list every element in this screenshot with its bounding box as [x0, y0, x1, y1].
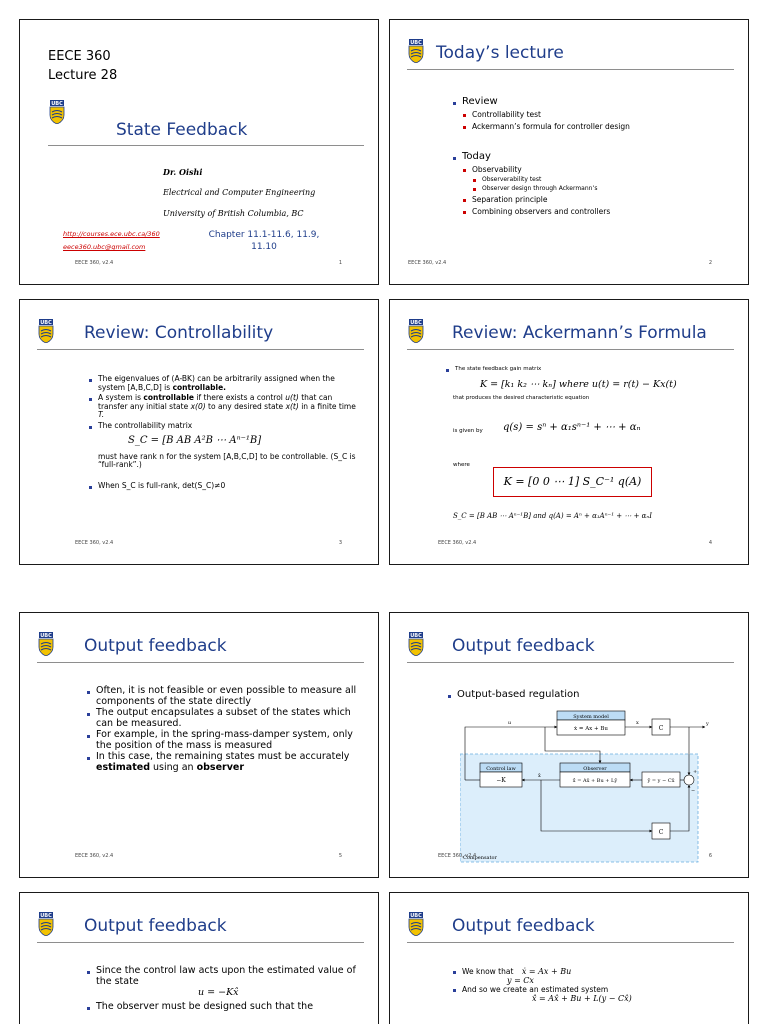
controllability-equation: S_C = [B AB A²B ⋯ Aⁿ⁻¹B]	[128, 435, 262, 446]
title-divider	[37, 349, 364, 350]
gain-label: −K	[496, 777, 506, 784]
bullets	[88, 375, 358, 490]
c-label-top: C	[658, 725, 664, 732]
page-number: 3	[338, 540, 342, 546]
bullet-text: For example, in the spring-mass-damper system, only the position of the mass is measured	[96, 729, 353, 751]
ubc-logo-icon	[407, 319, 425, 343]
control-law-equation: u = −Kx̂	[198, 987, 239, 998]
bullet-5	[88, 482, 358, 491]
author: Dr. Oishi	[163, 167, 203, 177]
ubc-logo-icon	[407, 912, 425, 936]
bullet-2	[88, 394, 358, 420]
bullet-r2	[462, 122, 742, 131]
bullet-t1	[462, 165, 742, 174]
bullet-2	[86, 1002, 361, 1013]
bullet-text: Ackermann’s formula for controller design	[472, 122, 630, 131]
ubc-logo-icon	[407, 39, 425, 63]
bullet-text: Combining observers and controllers	[472, 207, 611, 216]
bullet-text: The state feedback gain matrix	[455, 366, 542, 372]
footer: EECE 360, v2.4	[75, 260, 114, 266]
email-link[interactable]: eece360.ubc@gmail.com	[63, 243, 146, 251]
ubc-logo-icon	[37, 912, 55, 936]
bullet-2	[86, 708, 361, 729]
bullet-text: Since the control law acts upon the estimated value of the state	[96, 965, 356, 987]
bullet-4	[86, 752, 361, 773]
page-number: 1	[338, 260, 342, 266]
bullet-text: to any desired state	[208, 401, 284, 411]
bullet-t3	[462, 207, 742, 216]
bullet-text: Observerability test	[482, 176, 542, 183]
department: Electrical and Computer Engineering	[163, 188, 316, 197]
error-equation: ỹ = y − Cx̂	[647, 778, 675, 784]
bullets	[452, 967, 732, 1003]
gain-equation: K = [k₁ k₂ ⋯ kₙ] where u(t) = r(t) − Kx(t)	[480, 379, 677, 390]
bullet-text: Controllability test	[472, 110, 541, 119]
page-number: 2	[708, 260, 712, 266]
slide-3	[19, 299, 379, 565]
slide-6	[389, 612, 749, 878]
bullet-1	[86, 686, 361, 707]
bullet-text: that can transfer any initial state	[98, 393, 333, 411]
bullet-text: Observability	[472, 165, 522, 174]
bullet-text: In this case, the remaining states must be accurately	[96, 751, 350, 762]
plus-sign: +	[693, 769, 698, 775]
bullet-1	[88, 375, 358, 392]
footer: EECE 360, v2.4	[75, 540, 114, 546]
bullet-text: The observer must be designed such that the	[96, 1000, 314, 1012]
bullet-3	[88, 422, 358, 431]
u-label: u	[508, 720, 512, 726]
bullet-text: And so we create an estimated system	[462, 985, 609, 994]
y-label: y	[706, 721, 709, 727]
bullet-text: Output-based regulation	[457, 689, 580, 700]
bullet-3	[86, 730, 361, 751]
course-code: EECE 360	[48, 49, 111, 64]
title-divider	[407, 349, 734, 350]
given-by: is given by	[453, 428, 483, 434]
bullet-text: using an	[153, 761, 194, 773]
slide-title: Review: Controllability	[84, 323, 274, 343]
italic-term: u(t)	[285, 393, 299, 402]
bullet-text: Separation principle	[472, 195, 548, 204]
sc-definition: S_C = [B AB ⋯ Aⁿ⁻¹B] and q(A) = Aⁿ + α₁Aⁿ⁻¹ + ⋯ + αₙI	[453, 512, 653, 520]
bullet-text: Often, it is not feasible or even possible to measure all components of the state directly	[96, 685, 357, 707]
title-divider	[48, 145, 364, 146]
compensator-label: Compensator	[463, 855, 497, 861]
where-text: where	[453, 462, 470, 468]
system-equation: ẋ = Ax + Bu	[574, 726, 608, 732]
bullet-t1a	[472, 176, 742, 183]
footer: EECE 360, v2.4	[75, 853, 114, 859]
x-label: x	[636, 720, 639, 726]
gain-matrix-bullet	[445, 366, 541, 372]
bullet-text: if there exists a control	[196, 393, 283, 402]
bullet-1	[447, 689, 580, 700]
footer: EECE 360, v2.4	[438, 853, 477, 859]
slide-5	[19, 612, 379, 878]
control-law-label: Control law	[486, 766, 516, 772]
slide-8	[389, 892, 749, 1024]
course-link[interactable]: http://courses.ece.ubc.ca/360	[63, 230, 160, 238]
title-divider	[37, 662, 364, 663]
xhat-label: x̂	[538, 773, 541, 779]
bullet-text: Observer design through Ackermann’s	[482, 185, 598, 192]
bullet-today	[452, 151, 742, 162]
char-poly-equation: q(s) = sⁿ + α₁sⁿ⁻¹ + ⋯ + αₙ	[503, 422, 641, 433]
minus-sign: −	[691, 788, 696, 794]
slide-title: State Feedback	[116, 120, 248, 140]
bullet-text: in a finite time	[301, 401, 356, 411]
observer-equation: x̂̇ = Ax̂ + Bu + L(y − Cx̂)	[532, 994, 632, 1003]
agenda	[452, 96, 742, 216]
ubc-logo-icon	[407, 632, 425, 656]
university: University of British Columbia, BC	[163, 209, 304, 218]
char-eq-text: that produces the desired characteristic equation	[453, 395, 590, 401]
footer: EECE 360, v2.4	[408, 260, 447, 266]
bold-term: estimated	[96, 761, 150, 773]
bullet-text: The output encapsulates a subset of the states which can be measured.	[96, 707, 351, 729]
system-model-label: System model	[573, 714, 609, 720]
bullet-text: A system is	[98, 393, 142, 402]
italic-term: x(0)	[190, 401, 206, 411]
observer-label: Observer	[583, 766, 607, 772]
bullet-r1	[462, 110, 742, 119]
bullet-1	[452, 967, 732, 976]
bullet-text: When S_C is full-rank, det(S_C)≠0	[98, 480, 226, 490]
italic-term: x(t)	[285, 401, 299, 411]
slide-title: Output feedback	[452, 916, 595, 936]
rank-note: must have rank n for the system [A,B,C,D] to be controllable. (S_C is “full-rank”.)	[98, 451, 356, 469]
slide-title: Output feedback	[84, 916, 227, 936]
state-equation: ẋ = Ax + Bu	[521, 967, 572, 976]
bullet-1	[86, 966, 361, 987]
ubc-logo-icon	[37, 319, 55, 343]
title-divider	[407, 69, 734, 70]
title-divider	[407, 942, 734, 943]
bullet-text: The eigenvalues of (A-BK) can be arbitrarily assigned when the system [A,B,C,D] is	[98, 374, 335, 392]
bullet-text: Today	[462, 151, 491, 162]
bullets	[86, 966, 361, 1012]
slide-1	[19, 19, 379, 285]
ubc-logo-icon	[37, 632, 55, 656]
ackermann-formula-box: K = [0 0 ⋯ 1] S_C⁻¹ q(A)	[493, 467, 652, 497]
page-number: 6	[708, 853, 712, 859]
slide-2	[389, 19, 749, 285]
title-divider	[407, 662, 734, 663]
chapter-ref: Chapter 11.1-11.6, 11.9, 11.10	[208, 230, 320, 252]
bullet-2	[452, 985, 732, 994]
block-diagram	[460, 709, 710, 863]
slide-title: Review: Ackermann’s Formula	[452, 323, 707, 343]
bullet-text: The controllability matrix	[98, 420, 193, 430]
observer-equation: x̂̇ = Ax̂ + Bu + Lỹ	[572, 778, 618, 784]
bullet-review	[452, 96, 742, 107]
bullet-t1b	[472, 185, 742, 192]
bold-term: controllable.	[172, 382, 227, 392]
bold-term: observer	[196, 761, 245, 773]
bold-term: controllable	[143, 393, 195, 402]
slide-title: Output feedback	[84, 636, 227, 656]
slide-title: Today’s lecture	[436, 43, 564, 63]
slide-7	[19, 892, 379, 1024]
slide-title: Output feedback	[452, 636, 595, 656]
ubc-logo-icon	[48, 100, 66, 124]
bullets	[86, 686, 361, 773]
slide-4	[389, 299, 749, 565]
title-divider	[37, 942, 364, 943]
italic-term: T.	[98, 410, 105, 419]
page-number: 4	[708, 540, 712, 546]
page-number: 5	[338, 853, 342, 859]
c-label-bottom: C	[658, 829, 664, 836]
bullet-text: We know that	[462, 967, 514, 976]
footer: EECE 360, v2.4	[438, 540, 477, 546]
bullet-t2	[462, 195, 742, 204]
output-equation: y = Cx	[507, 976, 534, 985]
lecture-number: Lecture 28	[48, 68, 118, 83]
bullet-text: Review	[462, 96, 498, 107]
summing-junction	[684, 775, 694, 785]
